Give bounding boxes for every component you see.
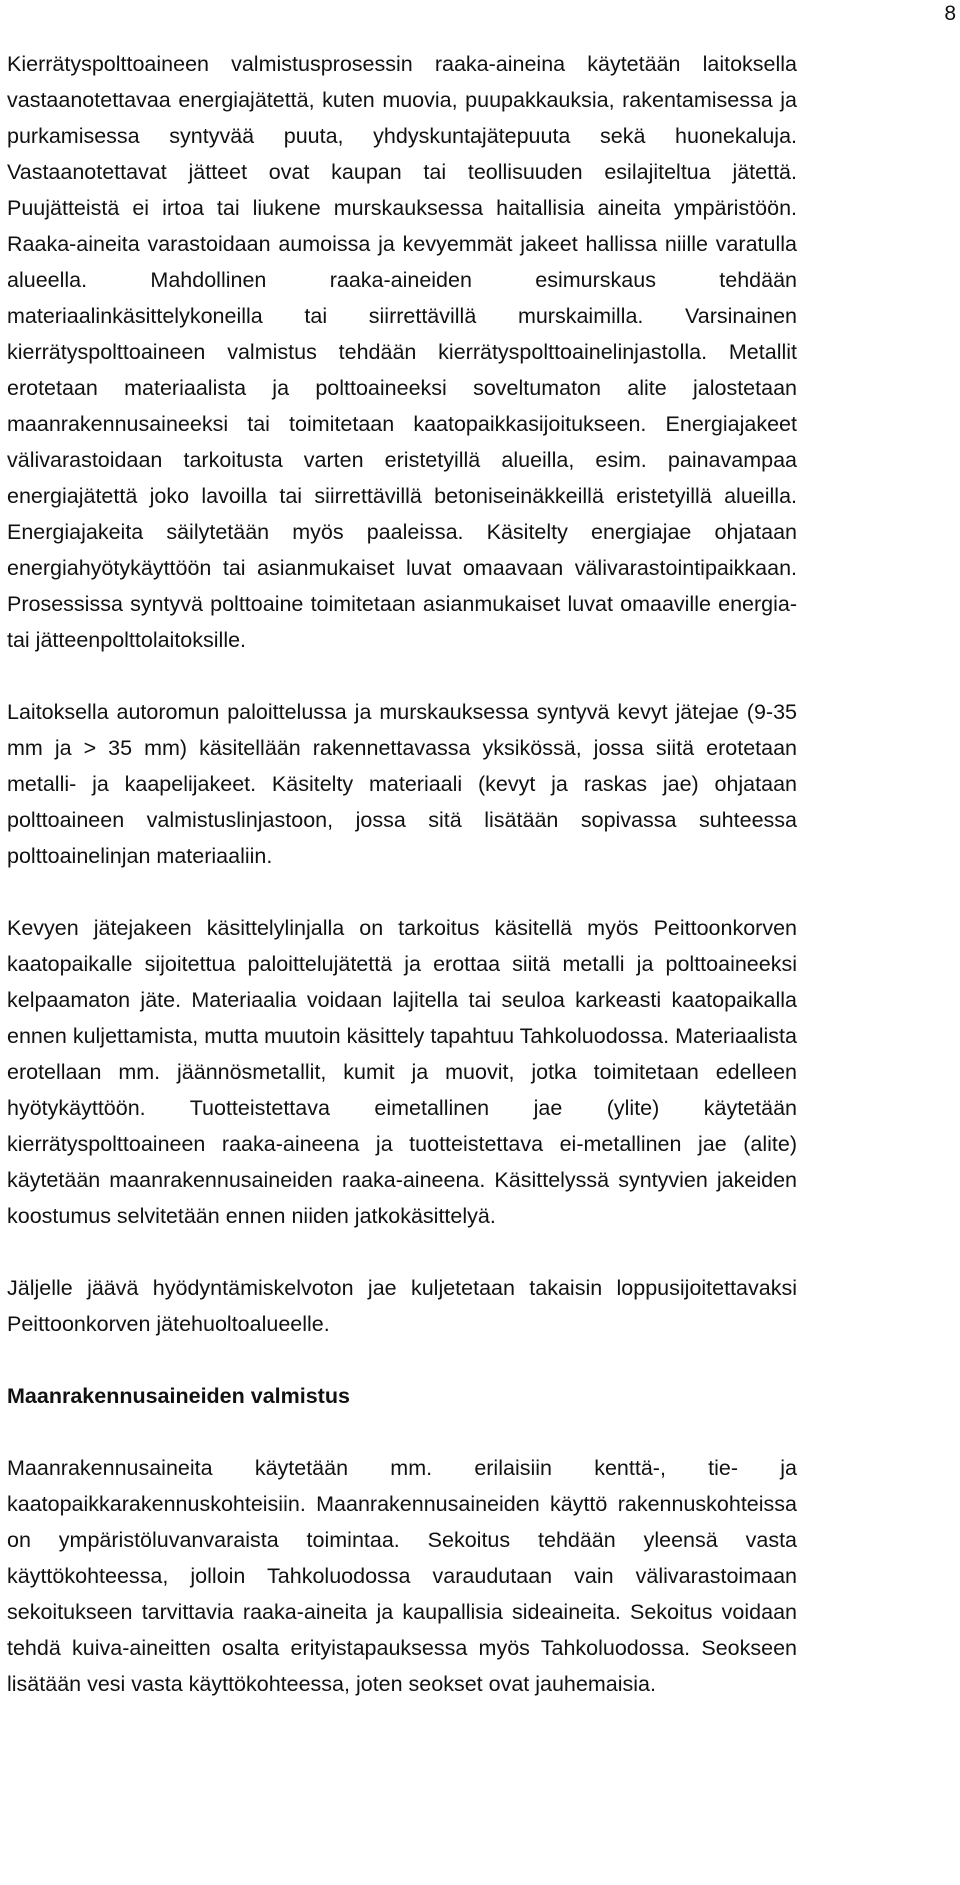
paragraph-raw-materials: Kierrätyspolttoaineen valmistusprosessin raaka-aineina käytetään laitoksella vastaanotettavaa energiajätettä, kuten muovia, puupakkauksia, rakentamisessa ja purkamisessa syntyvää puuta, yhdyskuntajätepuuta sekä huonekaluja. Vastaanotettavat jätteet ovat kaupan tai teollisuuden esilajiteltua jätettä. Puujätteistä ei irtoa tai liukene murskauksessa haitallisia aineita ympäristöön. Raaka-aineita varastoidaan aumoissa ja kevyemmät jakeet hallissa niille varatulla alueella. Mahdollinen raaka-aineiden esimurskaus tehdään materiaalinkäsittelykoneilla tai siirrettävillä murskaimilla. Varsinainen kierrätyspolttoaineen valmistus tehdään kierrätyspolttoainelinjastolla. Metallit erotetaan materiaalista ja polttoaineeksi soveltumaton alite jalostetaan maanrakennusaineeksi tai toimitetaan kaatopaikkasijoitukseen. Energiajakeet välivarastoidaan tarkoitusta varten eristetyillä alueilla, esim. painavampaa energiajätettä joko lavoilla tai siirrettävillä betoniseinäkkeillä eristetyillä alueilla. Energiajakeita säilytetään myös paaleissa. Käsitelty energiajae ohjataan energiahyötykäyttöön tai asianmukaiset luvat omaavaan välivarastointipaikkaan. Prosessissa syntyvä polttoaine toimitetaan asianmukaiset luvat omaaville energia- tai jätteenpolttolaitoksille. <box>7 52 797 652</box>
paragraph-car-scrap-processing: Laitoksella autoromun paloittelussa ja murskauksessa syntyvä kevyt jätejae (9-35 mm ja > 35 mm) käsitellään rakennettavassa yksikössä, jossa siitä erotetaan metalli- ja kaapelijakeet. Käsitelty materiaali (kevyt ja raskas jae) ohjataan polttoaineen valmistuslinjastoon, jossa sitä lisätään sopivassa suhteessa polttoainelinjan materiaaliin. <box>7 700 797 868</box>
paragraph-residual-disposal: Jäljelle jäävä hyödyntämiskelvoton jae kuljetetaan takaisin loppusijoitettavaksi Peittoonkorven jätehuoltoalueelle. <box>7 1276 797 1336</box>
page-number: 8 <box>944 2 956 25</box>
paragraph-light-fraction-line: Kevyen jätejakeen käsittelylinjalla on tarkoitus käsitellä myös Peittoonkorven kaatopaikalle sijoitettua paloittelujätettä ja erottaa siitä metalli ja polttoaineeksi kelpaamaton jäte. Materiaalia voidaan lajitella tai seuloa karkeasti kaatopaikalla ennen kuljettamista, mutta muutoin käsittely tapahtuu Tahkoluodossa. Materiaalista erotellaan mm. jäännösmetallit, kumit ja muovit, jotka toimitetaan edelleen hyötykäyttöön. Tuotteistettava eimetallinen jae (ylite) käytetään kierrätyspolttoaineen raaka-aineena ja tuotteistettava ei-metallinen jae (alite) käytetään maanrakennusaineiden raaka-aineena. Käsittelyssä syntyvien jakeiden koostumus selvitetään ennen niiden jatkokäsittelyä. <box>7 916 797 1228</box>
section-heading: Maanrakennusaineiden valmistus <box>7 1384 350 1408</box>
page-content <box>7 46 797 1702</box>
paragraph-earthwork-materials: Maanrakennusaineita käytetään mm. erilaisiin kenttä-, tie- ja kaatopaikkarakennuskohteisiin. Maanrakennusaineiden käyttö rakennuskohteissa on ympäristöluvanvaraista toimintaa. Sekoitus tehdään yleensä vasta käyttökohteessa, jolloin Tahkoluodossa varaudutaan vain välivarastoimaan sekoitukseen tarvittavia raaka-aineita ja kaupallisia sideaineita. Sekoitus voidaan tehdä kuiva-aineitten osalta erityistapauksessa myös Tahkoluodossa. Seokseen lisätään vesi vasta käyttökohteessa, joten seokset ovat jauhemaisia. <box>7 1456 797 1696</box>
